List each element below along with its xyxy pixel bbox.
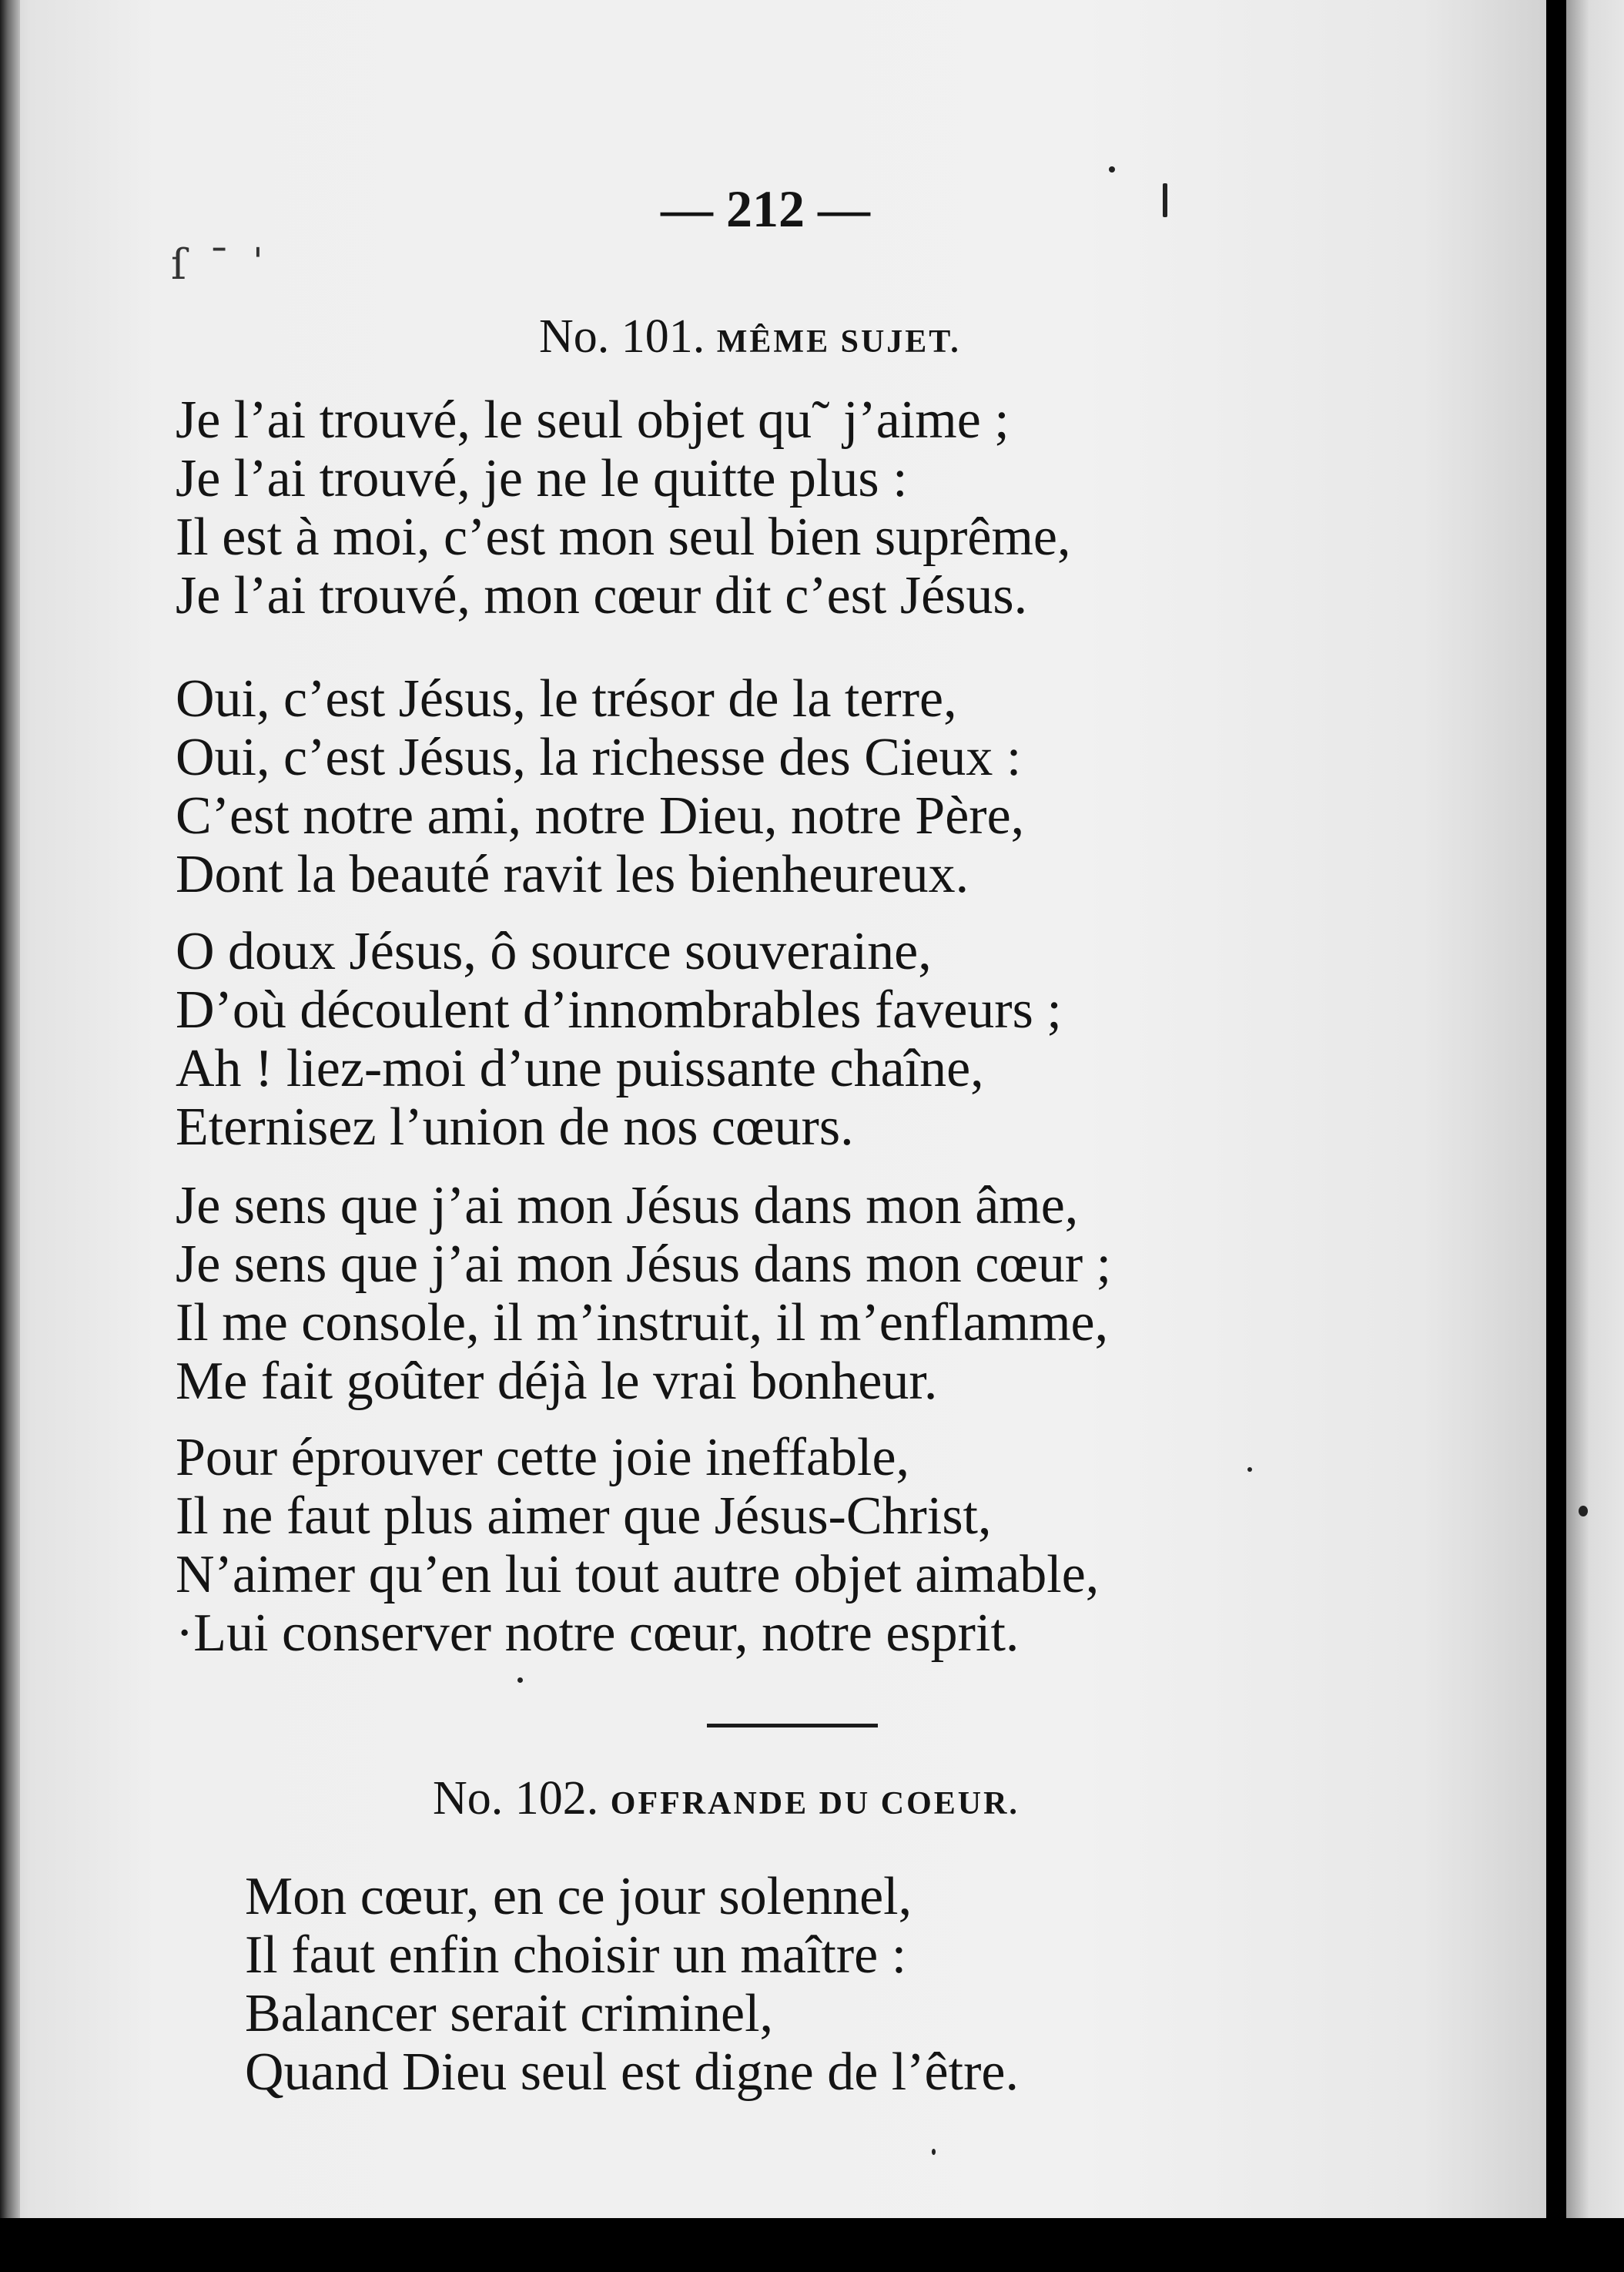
verse-line: ·Lui conserver notre cœur, notre esprit. [176,1603,1020,1663]
adjacent-page-edge [1566,0,1624,2218]
verse-line: Oui, c’est Jésus, la richesse des Cieux : [176,728,1022,787]
verse-line: Me fait goûter déjà le vrai bonheur. [176,1352,938,1411]
verse-line: Ah ! liez-moi d’une puissante chaîne, [176,1039,984,1098]
ink-speck [1579,1506,1588,1516]
ink-speck [1163,183,1167,217]
ink-speck [1109,166,1115,173]
verse-line: Il est à moi, c’est mon seul bien suprême, [176,508,1071,567]
stanza [176,1429,1099,1663]
verse-line: Je l’ai trouvé, mon cœur dit c’est Jésus. [176,566,1028,625]
ink-speck [1247,1467,1252,1472]
verse-line: D’où découlent d’innombrables faveurs ; [176,980,1062,1040]
verse-line: Je l’ai trouvé, le seul objet qu˜ j’aime ; [176,390,1010,450]
hymn-number: No. 102. [433,1772,599,1825]
verse-line: Quand Dieu seul est digne de l’être. [245,2042,1019,2102]
stanza [176,670,1024,904]
verse-line: Dont la beauté ravit les bienheureux. [176,845,969,904]
verse-line: Balancer serait criminel, [245,1984,774,2043]
page-number: — 212 — [661,179,870,238]
section-divider [707,1724,878,1727]
page-left-edge [0,0,20,2218]
verse-line: Oui, c’est Jésus, le trésor de la terre, [176,669,957,729]
verse-line: Mon cœur, en ce jour solennel, [245,1867,912,1926]
verse-line: N’aimer qu’en lui tout autre objet aimable, [176,1545,1100,1604]
verse-line: Je l’ai trouvé, je ne le quitte plus : [176,449,908,508]
verse-line: Je sens que j’ai mon Jésus dans mon âme, [176,1176,1079,1235]
hymn-number: No. 101. [539,310,705,363]
hymn-title: OFFRANDE DU COEUR. [610,1786,1020,1821]
verse-line: Eternisez l’union de nos cœurs. [176,1097,854,1157]
book-gutter [1546,0,1566,2272]
verse-line: Il ne faut plus aimer que Jésus-Christ, [176,1486,992,1546]
hymn-101-heading [539,310,961,364]
hymn-102-heading [433,1771,1020,1826]
ink-speck [932,2149,936,2155]
stanza [176,391,1071,625]
scan-bottom-border [0,2218,1624,2272]
stanza [176,923,1062,1157]
stanza [176,1177,1111,1411]
verse-line: Je sens que j’ai mon Jésus dans mon cœur ; [176,1235,1112,1294]
verse-line: Pour éprouver cette joie ineffable, [176,1428,910,1487]
hymn-title: MÊME SUJET. [716,324,961,360]
verse-line: Il me console, il m’instruit, il m’enflamme, [176,1293,1109,1352]
stanza [245,1868,1019,2102]
corner-mark: ſ ˉ ˈ [171,240,269,289]
verse-line: C’est notre ami, notre Dieu, notre Père, [176,786,1025,846]
ink-speck [517,1677,523,1683]
verse-line: O doux Jésus, ô source souveraine, [176,922,932,981]
verse-line: Il faut enfin choisir un maître : [245,1925,907,1985]
